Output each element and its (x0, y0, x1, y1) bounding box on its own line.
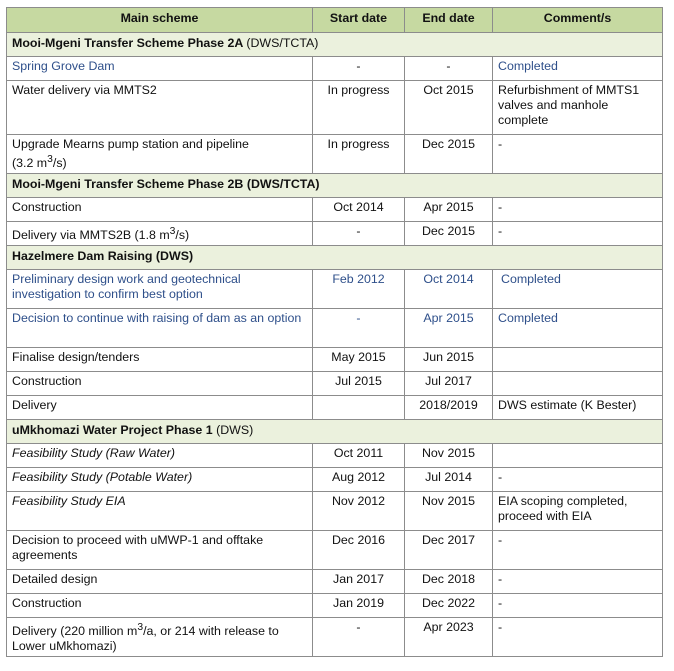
start-cell: Oct 2011 (313, 444, 405, 468)
task-text-superscript: 3 (137, 622, 144, 634)
end-cell: Apr 2015 (405, 198, 493, 222)
comment-cell (493, 372, 663, 396)
section-row (7, 33, 663, 57)
comment-cell: - (493, 468, 663, 492)
task-cell (7, 222, 313, 246)
task-cell: Delivery (7, 396, 313, 420)
table-row (7, 468, 663, 492)
table-row (7, 396, 663, 420)
header-end-date: End date (405, 8, 493, 33)
start-cell: Feb 2012 (313, 270, 405, 309)
task-cell (7, 135, 313, 174)
end-cell: Nov 2015 (405, 444, 493, 468)
task-cell: Feasibility Study (Potable Water) (7, 468, 313, 492)
start-cell: - (313, 618, 405, 657)
task-cell: Finalise design/tenders (7, 348, 313, 372)
start-cell: Nov 2012 (313, 492, 405, 531)
section-row (7, 174, 663, 198)
comment-cell (493, 444, 663, 468)
task-cell: Feasibility Study EIA (7, 492, 313, 531)
task-cell: Decision to continue with raising of dam as an option (7, 309, 313, 348)
table-header-row (7, 8, 663, 33)
task-text-unit-post: /s) (52, 156, 67, 171)
end-cell: Oct 2015 (405, 81, 493, 135)
section-title (7, 33, 663, 57)
comment-cell: - (493, 135, 663, 174)
table-row (7, 594, 663, 618)
end-cell: Dec 2015 (405, 222, 493, 246)
section-title-text: Mooi-Mgeni Transfer Scheme Phase 2B (12, 177, 244, 192)
section-title (7, 174, 663, 198)
section-title-text: Mooi-Mgeni Transfer Scheme Phase 2A (12, 36, 243, 50)
end-cell: Jul 2014 (405, 468, 493, 492)
table-row (7, 135, 663, 174)
table-row (7, 348, 663, 372)
end-cell: Dec 2022 (405, 594, 493, 618)
task-cell: Construction (7, 372, 313, 396)
table-row (7, 57, 663, 81)
comment-cell: - (493, 570, 663, 594)
task-cell: Construction (7, 594, 313, 618)
end-cell: - (405, 57, 493, 81)
section-tag: (DWS) (216, 423, 254, 438)
task-cell: Feasibility Study (Raw Water) (7, 444, 313, 468)
start-cell: Dec 2016 (313, 531, 405, 570)
end-cell: Apr 2015 (405, 309, 493, 348)
comment-cell: DWS estimate (K Bester) (493, 396, 663, 420)
table-row (7, 198, 663, 222)
start-cell: - (313, 309, 405, 348)
task-cell: Water delivery via MMTS2 (7, 81, 313, 135)
table-row (7, 81, 663, 135)
start-cell: Jul 2015 (313, 372, 405, 396)
table-row (7, 222, 663, 246)
end-cell: Dec 2017 (405, 531, 493, 570)
table-row (7, 492, 663, 531)
table-row (7, 270, 663, 309)
table-row (7, 444, 663, 468)
end-cell: Dec 2018 (405, 570, 493, 594)
task-text-post: /s) (175, 228, 190, 243)
end-cell: Apr 2023 (405, 618, 493, 657)
task-text-post: /a, or 214 with release to Lower uMkhomazi) (12, 624, 279, 654)
section-title (7, 420, 663, 444)
task-text: Delivery via MMTS2B (1.8 m (12, 228, 170, 243)
header-comments: Comment/s (493, 8, 663, 33)
start-cell: In progress (313, 81, 405, 135)
start-cell: Jan 2019 (313, 594, 405, 618)
table-row (7, 570, 663, 594)
task-cell (7, 618, 313, 657)
comment-cell: EIA scoping completed, proceed with EIA (493, 492, 663, 531)
section-title: Hazelmere Dam Raising (DWS) (7, 246, 663, 270)
schedule-table (6, 7, 663, 657)
start-cell: Jan 2017 (313, 570, 405, 594)
comment-cell: - (493, 222, 663, 246)
task-cell: Construction (7, 198, 313, 222)
start-cell: In progress (313, 135, 405, 174)
section-tag: (DWS/TCTA) (246, 177, 320, 192)
end-cell: Jul 2017 (405, 372, 493, 396)
task-cell: Decision to proceed with uMWP-1 and offtake agreements (7, 531, 313, 570)
section-title-text: uMkhomazi Water Project Phase 1 (12, 423, 213, 438)
task-text-superscript: 3 (47, 154, 53, 165)
comment-cell: - (493, 594, 663, 618)
task-text-superscript: 3 (169, 226, 176, 238)
comment-cell: Completed (493, 309, 663, 348)
section-row (7, 246, 663, 270)
header-start-date: Start date (313, 8, 405, 33)
comment-cell: - (493, 531, 663, 570)
table-row (7, 372, 663, 396)
comment-cell: - (493, 618, 663, 657)
table-row (7, 618, 663, 657)
comment-cell: - (493, 198, 663, 222)
start-cell: May 2015 (313, 348, 405, 372)
task-cell: Spring Grove Dam (7, 57, 313, 81)
comment-cell: Completed (493, 270, 663, 309)
start-cell: - (313, 57, 405, 81)
end-cell: Jun 2015 (405, 348, 493, 372)
section-row (7, 420, 663, 444)
table-row (7, 531, 663, 570)
task-cell: Preliminary design work and geotechnical investigation to confirm best option (7, 270, 313, 309)
section-tag: (DWS/TCTA) (246, 36, 319, 50)
header-main-scheme: Main scheme (7, 8, 313, 33)
table-row (7, 309, 663, 348)
comment-cell: Completed (493, 57, 663, 81)
task-text: Delivery (220 million m (12, 624, 138, 639)
end-cell: Oct 2014 (405, 270, 493, 309)
comment-cell (493, 348, 663, 372)
end-cell: Dec 2015 (405, 135, 493, 174)
task-text: Upgrade Mearns pump station and pipeline (12, 137, 249, 151)
end-cell: 2018/2019 (405, 396, 493, 420)
comment-cell: Refurbishment of MMTS1 valves and manhole complete (493, 81, 663, 135)
end-cell: Nov 2015 (405, 492, 493, 531)
start-cell (313, 396, 405, 420)
start-cell: Oct 2014 (313, 198, 405, 222)
task-text-unit-pre: (3.2 m (12, 156, 48, 171)
start-cell: - (313, 222, 405, 246)
start-cell: Aug 2012 (313, 468, 405, 492)
task-cell: Detailed design (7, 570, 313, 594)
